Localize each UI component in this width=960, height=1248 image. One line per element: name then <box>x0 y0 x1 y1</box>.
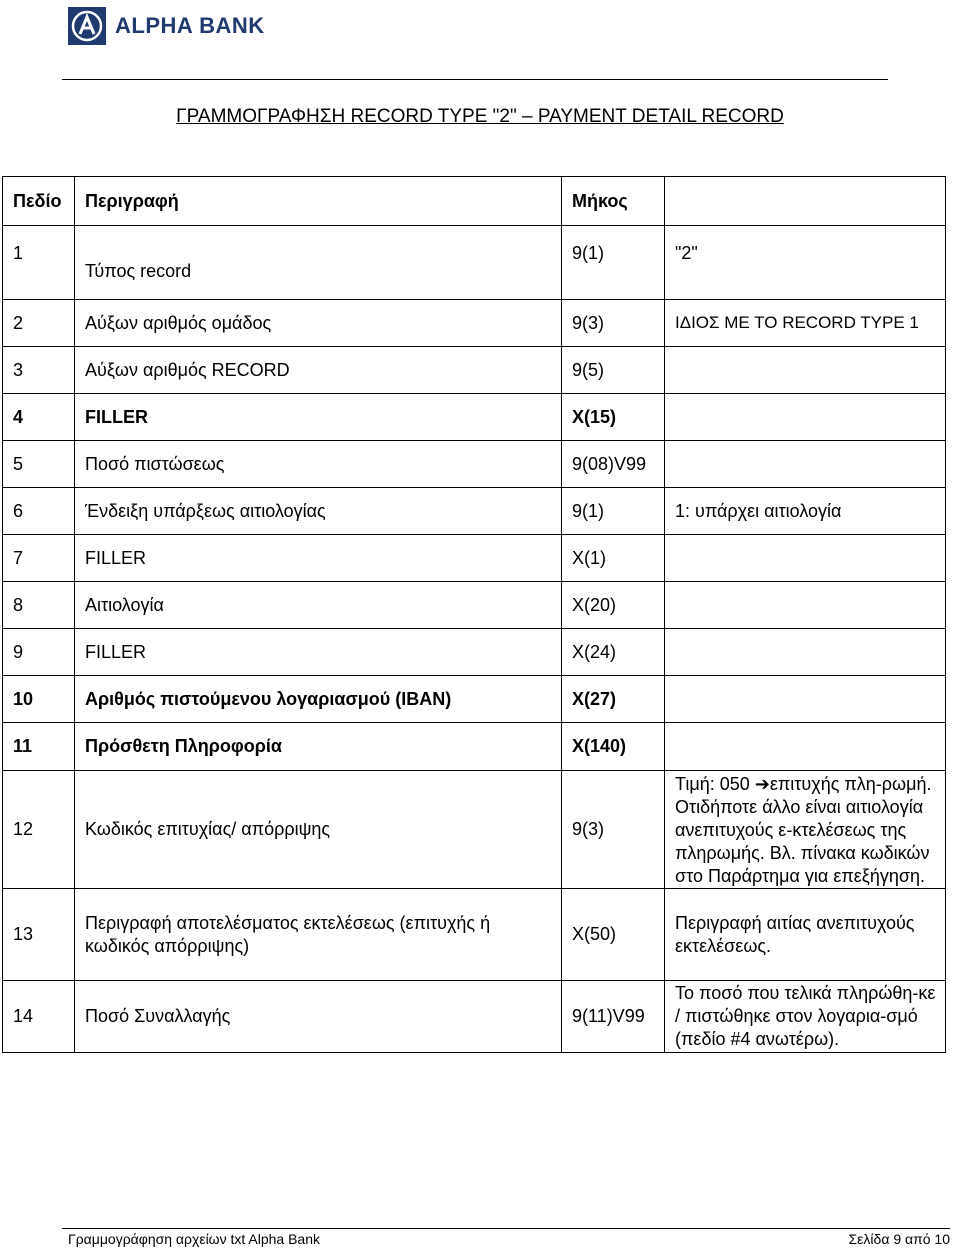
table-row <box>3 226 946 300</box>
cell-length: 9(3) <box>562 300 665 347</box>
cell-field: 5 <box>3 441 75 488</box>
cell-length: 9(1) <box>562 488 665 535</box>
right-arrow-icon: ➔ <box>754 774 770 794</box>
cell-field: 13 <box>3 889 75 981</box>
table-row <box>3 300 946 347</box>
logo-text: ALPHA BANK <box>115 13 265 38</box>
cell-description: Ποσό Συναλλαγής <box>75 981 562 1053</box>
cell-field: 6 <box>3 488 75 535</box>
table-row <box>3 723 946 771</box>
table-row <box>3 488 946 535</box>
table-row <box>3 441 946 488</box>
table-row <box>3 582 946 629</box>
cell-field: 10 <box>3 676 75 723</box>
cell-notes: Περιγραφή αιτίας ανεπιτυχούς εκτελέσεως. <box>665 889 946 981</box>
cell-notes: ΙΔΙΟΣ ΜΕ ΤΟ RECORD TYPE 1 <box>665 300 946 347</box>
cell-notes <box>665 629 946 676</box>
cell-description: Αιτιολογία <box>75 582 562 629</box>
header-divider <box>62 79 888 80</box>
cell-description: Πρόσθετη Πληροφορία <box>75 723 562 771</box>
cell-description: Περιγραφή αποτελέσματος εκτελέσεως (επιτυχής ή κωδικός απόρριψης) <box>75 889 562 981</box>
table-row <box>3 771 946 889</box>
cell-description: Αύξων αριθμός RECORD <box>75 347 562 394</box>
cell-notes: Το ποσό που τελικά πληρώθη-κε / πιστώθηκε στον λογαρια-σμό (πεδίο #4 ανωτέρω). <box>665 981 946 1053</box>
cell-length: 9(11)V99 <box>562 981 665 1053</box>
page-title: ΓΡΑΜΜΟΓΡΑΦΗΣΗ RECORD TYPE "2" – PAYMENT DETAIL RECORD <box>176 106 784 127</box>
record-layout-table <box>2 176 946 1053</box>
cell-length: X(140) <box>562 723 665 771</box>
cell-field: 14 <box>3 981 75 1053</box>
footer-divider <box>62 1228 950 1229</box>
cell-field: 8 <box>3 582 75 629</box>
cell-description: Αύξων αριθμός ομάδος <box>75 300 562 347</box>
cell-description: Αριθμός πιστούμενου λογαριασμού (IBAN) <box>75 676 562 723</box>
table-row <box>3 347 946 394</box>
cell-description: Ποσό πιστώσεως <box>75 441 562 488</box>
cell-length: X(15) <box>562 394 665 441</box>
cell-description: Ένδειξη υπάρξεως αιτιολογίας <box>75 488 562 535</box>
table-row <box>3 535 946 582</box>
header-field: Πεδίο <box>3 177 75 226</box>
cell-length: 9(1) <box>562 226 665 300</box>
cell-length: 9(5) <box>562 347 665 394</box>
cell-notes <box>665 535 946 582</box>
cell-notes <box>665 771 946 889</box>
cell-description: FILLER <box>75 394 562 441</box>
notes-prefix: Τιμή: 050 <box>675 774 755 794</box>
cell-description: Κωδικός επιτυχίας/ απόρριψης <box>75 771 562 889</box>
table-row <box>3 629 946 676</box>
alpha-bank-logo <box>68 4 265 48</box>
cell-field: 11 <box>3 723 75 771</box>
notes-text: επιτυχής πλη-ρωμή. Οτιδήποτε άλλο είναι αιτιολογία ανεπιτυχούς ε-κτελέσεως της πληρωμής. Βλ. πίνακα κωδικών στο Παράρτημα για επεξήγηση. <box>675 774 932 886</box>
cell-length: 9(3) <box>562 771 665 889</box>
footer-document-name: Γραμμογράφηση αρχείων txt Alpha Bank <box>68 1231 321 1247</box>
cell-length: X(20) <box>562 582 665 629</box>
header-length: Μήκος <box>562 177 665 226</box>
cell-notes <box>665 676 946 723</box>
cell-field: 3 <box>3 347 75 394</box>
cell-notes: 1: υπάρχει αιτιολογία <box>665 488 946 535</box>
header-notes <box>665 177 946 226</box>
cell-field: 4 <box>3 394 75 441</box>
cell-notes <box>665 441 946 488</box>
cell-length: 9(08)V99 <box>562 441 665 488</box>
table-row <box>3 889 946 981</box>
table-row <box>3 676 946 723</box>
table-row <box>3 981 946 1053</box>
cell-description: FILLER <box>75 535 562 582</box>
cell-notes <box>665 347 946 394</box>
cell-field: 12 <box>3 771 75 889</box>
cell-notes: "2" <box>665 226 946 300</box>
cell-field: 9 <box>3 629 75 676</box>
table-row <box>3 394 946 441</box>
cell-description: FILLER <box>75 629 562 676</box>
cell-description: Τύπος record <box>75 226 562 300</box>
cell-length: X(27) <box>562 676 665 723</box>
cell-notes <box>665 723 946 771</box>
header-description: Περιγραφή <box>75 177 562 226</box>
cell-notes <box>665 582 946 629</box>
table-header-row <box>3 177 946 226</box>
cell-field: 7 <box>3 535 75 582</box>
cell-length: X(50) <box>562 889 665 981</box>
cell-field: 2 <box>3 300 75 347</box>
alpha-logo-icon <box>68 7 106 45</box>
cell-notes <box>665 394 946 441</box>
cell-length: X(1) <box>562 535 665 582</box>
cell-field: 1 <box>3 226 75 300</box>
cell-length: X(24) <box>562 629 665 676</box>
footer-page-number: Σελίδα 9 από 10 <box>848 1231 950 1247</box>
